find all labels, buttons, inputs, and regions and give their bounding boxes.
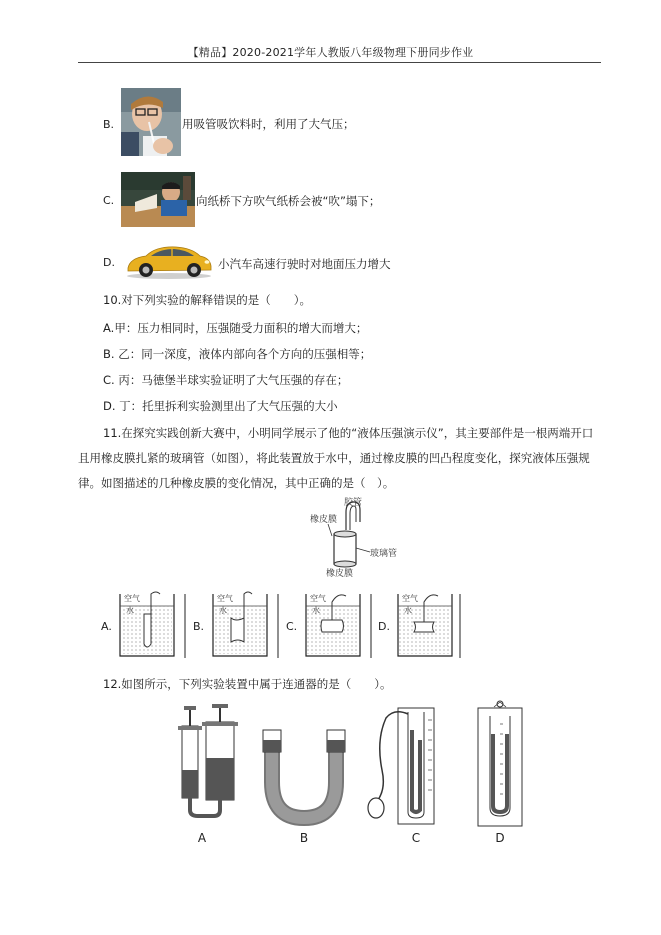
label-d: D (495, 831, 505, 845)
water-label-b: 水 (219, 606, 227, 615)
air-label-b: 空气 (217, 594, 233, 603)
liquid-pressure-demonstrator-diagram (300, 496, 410, 578)
yellow-car-image (124, 242, 214, 280)
q11-text-line-3: 律。如图描述的几种橡皮膜的变化情况，其中正确的是（ ）。 (78, 476, 395, 490)
page-header: 【精品】2020-2021学年人教版八年级物理下册同步作业 (187, 46, 474, 59)
air-label-a: 空气 (124, 594, 140, 603)
hose-label: 胶管 (344, 498, 363, 508)
q11-text-line-1: 11.在探究实践创新大赛中，小明同学展示了他的“液体压强演示仪”，其主要部件是一根两端开口 (103, 426, 594, 440)
apparatus-c-manometer (368, 708, 434, 845)
apparatus-d-u-tube-board (478, 701, 522, 845)
air-label-d: 空气 (402, 594, 418, 603)
air-label-c: 空气 (310, 594, 326, 603)
label-c: C (411, 831, 421, 845)
option-c-text: 向纸桥下方吹气纸桥会被“吹”塌下； (196, 194, 381, 208)
option-b-letter-q11: B. (193, 620, 205, 633)
q10-option-b: B. 乙：同一深度，液体内部向各个方向的压强相等； (103, 347, 372, 361)
membrane-bottom-label: 橡皮膜 (326, 569, 354, 578)
person-drinking-straw-photo (121, 88, 181, 156)
option-d-letter-q11: D. (378, 620, 390, 633)
header-divider (78, 62, 601, 63)
option-d-letter: D. (103, 256, 115, 269)
q10-option-d: D. 丁：托里拆利实验测里出了大气压强的大小 (103, 399, 338, 413)
q10-option-c: C. 丙：马德堡半球实验证明了大气压强的存在； (103, 373, 349, 387)
apparatus-a-syringes (178, 704, 238, 845)
beaker-option-a (101, 592, 174, 656)
beaker-option-d (378, 593, 452, 656)
option-d-text: 小汽车高速行驶时对地面压力增大 (218, 257, 391, 271)
option-b-letter: B. (103, 118, 115, 131)
water-label-c: 水 (312, 606, 320, 615)
membrane-top-label: 橡皮膜 (310, 515, 338, 525)
water-label-a: 水 (126, 606, 134, 615)
beaker-option-c (286, 593, 360, 656)
option-a-letter: A. (101, 620, 112, 633)
glass-tube-label: 玻璃管 (370, 549, 398, 559)
q11-text-line-2: 且用橡皮膜扎紧的玻璃管（如图），将此装置放于水中，通过橡皮膜的凹凸程度变化，探究液体压强规 (78, 451, 590, 465)
label-a: A (197, 831, 207, 845)
q10-option-a: A.甲：压力相同时，压强随受力面积的增大而增大； (103, 321, 368, 335)
q11-beaker-options (98, 588, 468, 662)
apparatus-b-u-tube (263, 730, 345, 845)
q12-stem: 12.如图所示，下列实验装置中属于连通器的是（ ）。 (103, 677, 392, 691)
water-label-d: 水 (404, 606, 412, 615)
boy-blowing-paper-bridge-photo (121, 172, 195, 227)
beaker-option-b (193, 592, 267, 656)
q12-apparatus-diagram (168, 700, 538, 848)
label-b: B (299, 831, 309, 845)
q10-stem: 10.对下列实验的解释错误的是（ ）。 (103, 293, 312, 307)
option-c-letter: C. (103, 194, 115, 207)
option-b-text: 用吸管吸饮料时，利用了大气压； (182, 117, 355, 131)
option-c-letter-q11: C. (286, 620, 298, 633)
